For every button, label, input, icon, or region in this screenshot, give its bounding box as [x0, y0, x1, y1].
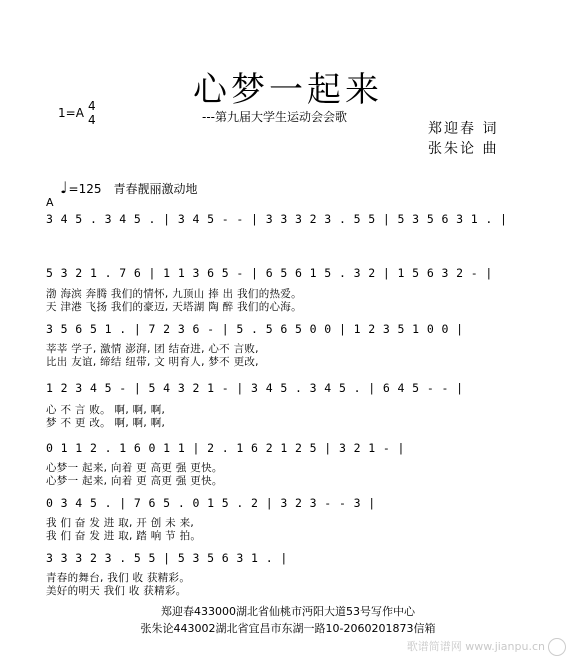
section-label: A: [46, 196, 54, 209]
lyricist-credit: 郑迎春 词: [428, 121, 499, 137]
site-watermark: [407, 638, 566, 656]
key-signature: 1=A: [58, 106, 84, 120]
watermark-logo-icon: [548, 638, 566, 656]
lyric-line-7a: 青春的舞台, 我们 收 获精彩。: [46, 572, 191, 584]
lyric-line-2a: 渤 海滨 奔腾 我们的情怀, 九顶山 捧 出 我们的热爱。: [46, 288, 302, 300]
composer-credit: 张朱论 曲: [428, 141, 499, 157]
expression-mark: 青春靓丽激动地: [113, 182, 198, 196]
lyric-line-5b: 心梦一 起来, 向着 更 高更 强 更快。: [46, 475, 223, 487]
lyric-line-2b: 天 津港 飞扬 我们的豪迈, 天塔湖 陶 醉 我们的心海。: [46, 301, 302, 313]
score-line-7: 3 3 3 2 3 . 5 5 | 5 3 5 6 3 1 . |: [46, 551, 288, 565]
tempo-marking: [60, 178, 198, 197]
score-line-6: 0 3 4 5 . | 7 6 5 . 0 1 5 . 2 | 3 2 3 - - 3 |: [46, 496, 376, 510]
lyric-line-3b: 比出 友谊, 缔结 纽带, 文 明育人, 梦不 更改,: [46, 356, 259, 368]
time-signature-top: 4: [88, 99, 96, 113]
lyric-line-4a: 心 不 言 败。 啊, 啊, 啊,: [46, 404, 166, 416]
score-line-3: 3 5 6 5 1 . | 7 2 3 6 - | 5 . 5 6 5 0 0 | 1 2 3 5 1 0 0 |: [46, 322, 464, 336]
lyric-line-5a: 心梦一 起来, 向着 更 高更 强 更快。: [46, 462, 223, 474]
quarter-note-icon: ♩: [60, 178, 68, 197]
watermark-text: 歌谱简谱网 www.jianpu.cn: [406, 640, 545, 653]
lyric-line-6b: 我 们 奋 发 进 取, 踏 响 节 拍。: [46, 530, 202, 542]
time-signature-bottom: 4: [88, 113, 96, 127]
song-title: 心梦一起来: [193, 70, 383, 110]
song-subtitle: ---第九届大学生运动会会歌: [202, 110, 347, 124]
lyric-line-7b: 美好的明天 我们 收 获精彩。: [46, 585, 187, 597]
lyric-line-6a: 我 们 奋 发 进 取, 开 创 未 来,: [46, 517, 195, 529]
time-signature: [88, 99, 96, 127]
score-line-5: 0 1 1 2 . 1 6 0 1 1 | 2 . 1 6 2 1 2 5 | 3 2 1 - |: [46, 441, 405, 455]
lyric-line-3a: 莘莘 学子, 激情 澎湃, 团 结奋进, 心不 言败,: [46, 343, 259, 355]
footer-address-2: 张朱论443002湖北省宜昌市东湖一路10-2060201873信箱: [140, 622, 436, 635]
tempo-value: =125: [68, 182, 102, 196]
score-line-4: 1 2 3 4 5 - | 5 4 3 2 1 - | 3 4 5 . 3 4 5 . | 6 4 5 - - |: [46, 381, 464, 395]
score-line-1: 3 4 5 . 3 4 5 . | 3 4 5 - - | 3 3 3 2 3 . 5 5 | 5 3 5 6 3 1 . |: [46, 212, 508, 226]
lyric-line-4b: 梦 不 更 改。 啊, 啊, 啊,: [46, 417, 166, 429]
footer-address-1: 郑迎春433000湖北省仙桃市沔阳大道53号写作中心: [161, 605, 415, 618]
score-line-2: 5 3 2 1 . 7 6 | 1 1 3 6 5 - | 6 5 6 1 5 . 3 2 | 1 5 6 3 2 - |: [46, 266, 493, 280]
